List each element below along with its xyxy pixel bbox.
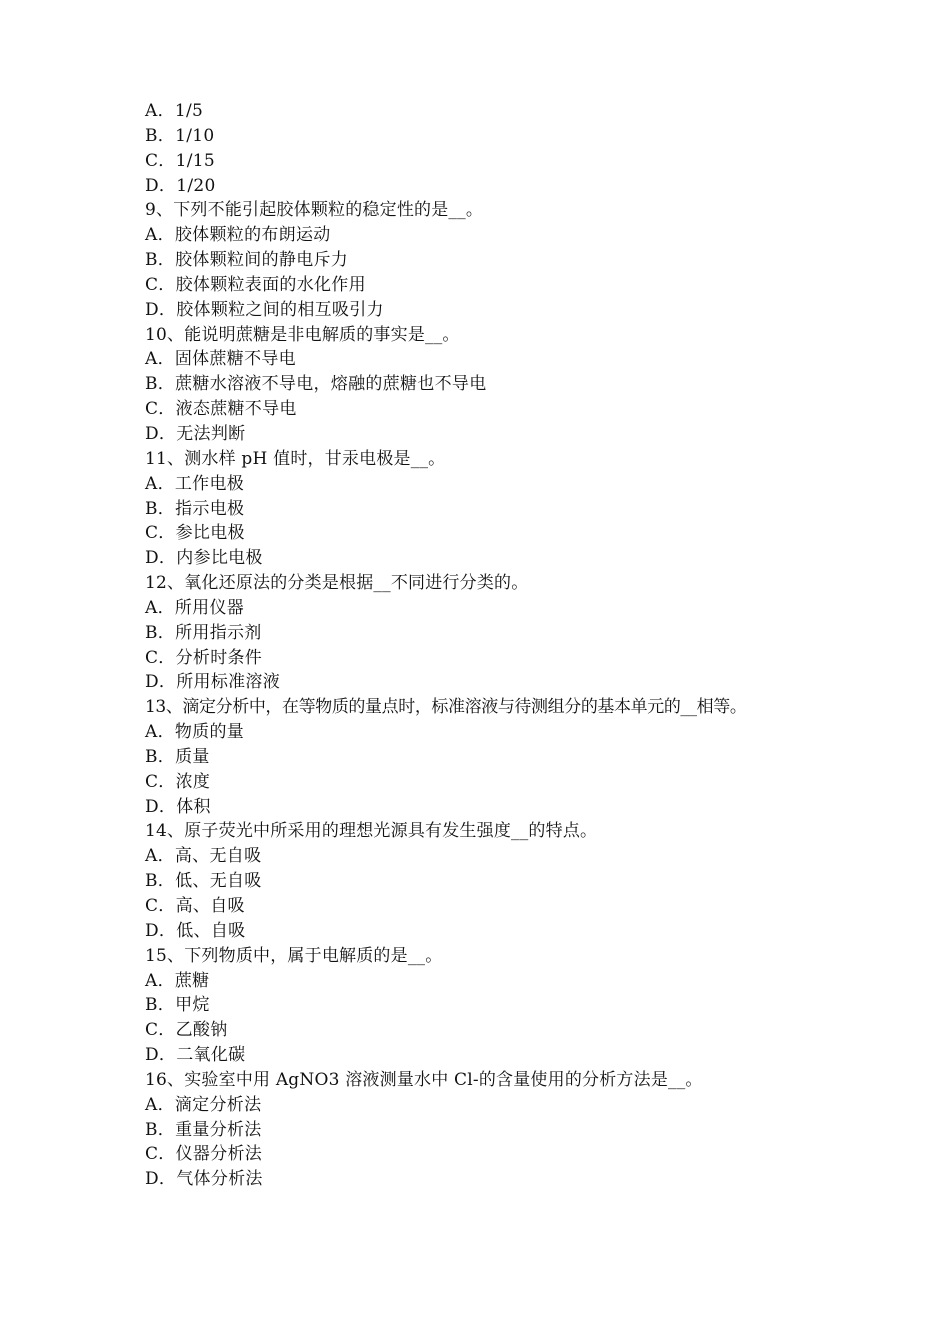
answer-option: B．胶体颗粒间的静电斥力 <box>145 250 349 271</box>
answer-option: C．乙酸钠 <box>145 1020 228 1041</box>
answer-option: A．高、无自吸 <box>145 846 262 867</box>
question-text: 15、下列物质中，属于电解质的是__。 <box>145 945 443 966</box>
answer-option: C．1/15 <box>145 150 215 171</box>
answer-option: C．仪器分析法 <box>145 1144 263 1165</box>
answer-option: A．所用仪器 <box>145 597 245 618</box>
question-text: 13、滴定分析中，在等物质的量点时，标准溶液与待测组分的基本单元的__相等。 <box>145 697 747 718</box>
answer-option: B．蔗糖水溶液不导电，熔融的蔗糖也不导电 <box>145 374 487 395</box>
answer-option: C．胶体颗粒表面的水化作用 <box>145 274 366 295</box>
answer-option: B．低、无自吸 <box>145 871 262 892</box>
answer-option: D．低、自吸 <box>145 920 246 941</box>
answer-option: D．体积 <box>145 796 211 817</box>
answer-option: D．1/20 <box>145 175 216 196</box>
answer-option: C．液态蔗糖不导电 <box>145 399 297 420</box>
answer-option: D．无法判断 <box>145 423 246 444</box>
question-text: 10、能说明蔗糖是非电解质的事实是__。 <box>145 324 460 345</box>
question-text: 9、下列不能引起胶体颗粒的稳定性的是__。 <box>145 200 484 221</box>
answer-option: A．1/5 <box>145 101 204 121</box>
question-text: 12、氧化还原法的分类是根据__不同进行分类的。 <box>145 573 529 594</box>
answer-option: C．浓度 <box>145 771 211 792</box>
question-list <box>145 99 825 1192</box>
answer-option: B．甲烷 <box>145 995 210 1016</box>
question-text: 16、实验室中用 AgNO3 溶液测量水中 Cl-的含量使用的分析方法是__。 <box>145 1069 703 1090</box>
answer-option: A．滴定分析法 <box>145 1094 262 1115</box>
question-text: 11、测水样 pH 值时，甘汞电极是__。 <box>145 448 446 469</box>
answer-option: C．高、自吸 <box>145 896 245 916</box>
answer-option: D．内参比电极 <box>145 548 263 569</box>
answer-option: B．重量分析法 <box>145 1119 262 1140</box>
answer-option: A．胶体颗粒的布朗运动 <box>145 225 331 246</box>
answer-option: C．参比电极 <box>145 523 245 544</box>
answer-option: A．物质的量 <box>145 722 245 743</box>
answer-option: D．胶体颗粒之间的相互吸引力 <box>145 299 384 320</box>
answer-option: D．所用标准溶液 <box>145 672 281 693</box>
question-text: 14、原子荧光中所采用的理想光源具有发生强度__的特点。 <box>145 821 598 842</box>
answer-option: B．所用指示剂 <box>145 622 262 643</box>
answer-option: D．二氧化碳 <box>145 1045 246 1066</box>
answer-option: C．分析时条件 <box>145 647 263 668</box>
answer-option: B．指示电极 <box>145 498 245 519</box>
answer-option: A．固体蔗糖不导电 <box>145 349 296 370</box>
answer-option: A．工作电极 <box>145 473 245 494</box>
answer-option: B．1/10 <box>145 125 215 146</box>
answer-option: B．质量 <box>145 746 210 767</box>
answer-option: A．蔗糖 <box>145 970 210 991</box>
answer-option: D．气体分析法 <box>145 1169 263 1190</box>
